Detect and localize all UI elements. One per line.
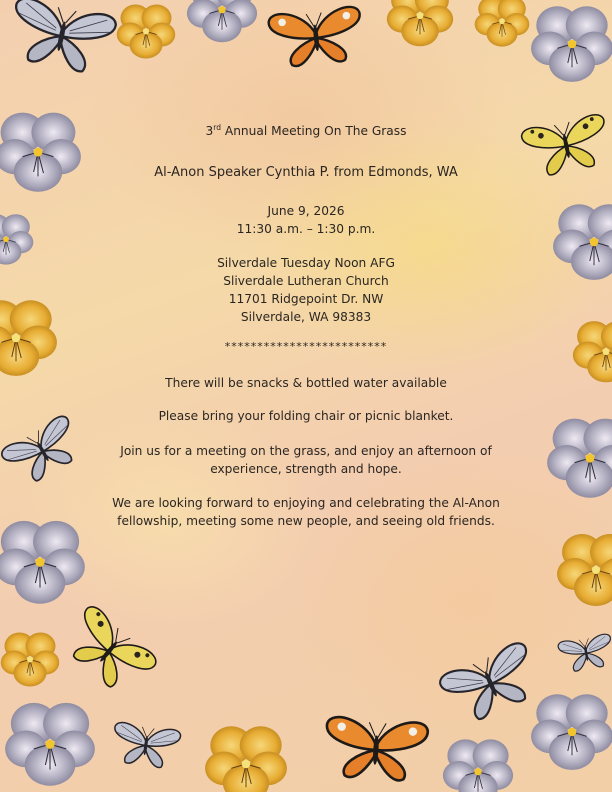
speaker-line xyxy=(60,164,552,182)
event-time: 11:30 a.m. – 1:30 p.m. xyxy=(236,222,376,236)
pansy-flower-icon xyxy=(205,726,287,792)
speaker-text: Al-Anon Speaker Cynthia P. from Edmonds, WA xyxy=(154,165,458,180)
pansy-flower-icon xyxy=(0,521,85,604)
pansy-flower-icon xyxy=(573,321,612,382)
butterfly-icon xyxy=(557,633,612,673)
snacks-note xyxy=(60,374,552,392)
pansy-flower-icon xyxy=(553,204,612,280)
bring-chair-note xyxy=(60,407,552,425)
join-text: Join us for a meeting on the grass, and enjoy an afternoon of experience, strength and hope. xyxy=(120,444,492,476)
city-state-zip: Silverdale, WA 98383 xyxy=(240,310,372,324)
location-block xyxy=(60,254,552,326)
forward-text: We are looking forward to enjoying and celebrating the Al-Anon fellowship, meeting some new people, and seeing old friends. xyxy=(112,496,500,528)
pansy-flower-icon xyxy=(475,0,530,47)
butterfly-icon xyxy=(323,716,428,782)
bring-text: Please bring your folding chair or picnic blanket. xyxy=(158,409,454,423)
butterfly-icon xyxy=(437,640,544,728)
butterfly-icon xyxy=(6,0,118,77)
pansy-flower-icon xyxy=(117,5,176,59)
pansy-flower-icon xyxy=(531,6,612,82)
pansy-flower-icon xyxy=(531,694,612,770)
pansy-flower-icon xyxy=(0,300,57,376)
pansy-flower-icon xyxy=(0,214,33,264)
snacks-text: There will be snacks & bottled water available xyxy=(165,376,447,390)
pansy-flower-icon xyxy=(5,703,95,786)
divider-text: ************************* xyxy=(224,340,388,353)
butterfly-icon xyxy=(268,6,364,69)
pansy-flower-icon xyxy=(387,0,453,46)
pansy-flower-icon xyxy=(443,739,513,792)
butterfly-icon xyxy=(58,603,159,700)
join-paragraph xyxy=(90,442,522,478)
title-ordinal: 3 xyxy=(205,124,214,138)
butterfly-icon xyxy=(110,722,181,770)
star-divider xyxy=(60,338,552,356)
event-title xyxy=(60,122,552,140)
pansy-flower-icon xyxy=(1,633,60,687)
closing-paragraph xyxy=(90,494,522,530)
event-date: June 9, 2026 xyxy=(267,204,345,218)
pansy-flower-icon xyxy=(187,0,257,42)
street-address: 11701 Ridgepoint Dr. NW xyxy=(228,292,384,306)
venue-name: Sliverdale Lutheran Church xyxy=(223,274,389,288)
title-ordinal-suffix: rd xyxy=(213,122,221,132)
pansy-flower-icon xyxy=(547,419,612,498)
title-text: Annual Meeting On The Grass xyxy=(221,124,407,138)
pansy-flower-icon xyxy=(557,534,612,606)
group-name: Silverdale Tuesday Noon AFG xyxy=(217,256,395,270)
date-time-block xyxy=(60,202,552,238)
